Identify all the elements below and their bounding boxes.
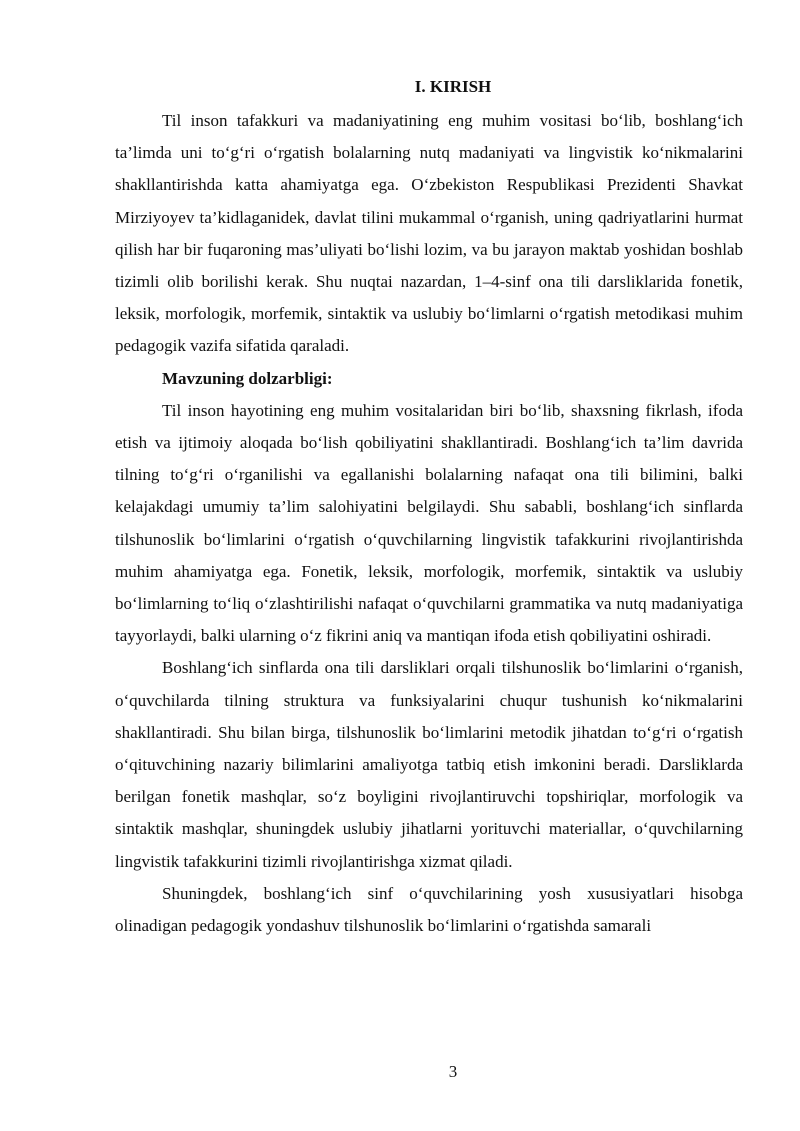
paragraph-relevance: Til inson hayotining eng muhim vositalaridan biri bo‘lib, shaxsning fikrlash, ifoda etish va ijtimoiy aloqada bo‘lish qobiliyatini shakllantiradi. Boshlang‘ich ta’lim davrida tilning to‘g‘ri o‘rganilishi va egallanishi bolalarning nafaqat ona tili bilimini, balki kelajakdagi umumiy ta’lim salohiyatini belgilaydi. Shu sababli, boshlang‘ich sinflarda tilshunoslik bo‘limlarini o‘rgatish o‘quvchilarning lingvistik tafakkurini rivojlantirishda muhim ahamiyatga ega. Fonetik, leksik, morfologik, morfemik, sintaktik va uslubiy bo‘limlarning to‘liq o‘zlashtirilishi nafaqat o‘quvchilarni grammatika va nutq madaniyatiga tayyorlaydi, balki ularning o‘z fikrini aniq va mantiqan ifoda etish qobiliyatini oshiradi.	[115, 400, 743, 646]
paragraph-approach: Shuningdek, boshlang‘ich sinf o‘quvchilarining yosh xususiyatlari hisobga olinadigan pedagogik yondashuv tilshunoslik bo‘limlarini o‘rgatishda samarali	[115, 883, 743, 936]
section-heading: I. KIRISH	[414, 77, 492, 96]
paragraph-textbooks: Boshlang‘ich sinflarda ona tili darsliklari orqali tilshunoslik bo‘limlarini o‘rganish, o‘quvchilarda tilning struktura va funksiyalarini chuqur tushunish ko‘nikmalarini shakllantiradi. Shu bilan birga, tilshunoslik bo‘limlarini metodik jihatdan to‘g‘ri o‘rgatish o‘qituvchining nazariy bilimlarini amaliyotga tatbiq etish imkonini beradi. Darsliklarda berilgan fonetik mashqlar, so‘z boyligini rivojlantiruvchi topshiriqlar, morfologik va sintaktik mashqlar, shuningdek uslubiy jihatlarni yorituvchi materiallar, o‘quvchilarning lingvistik tafakkurini tizimli rivojlantirishga xizmat qiladi.	[115, 658, 743, 871]
subheading-relevance: Mavzuning dolzarbligi:	[162, 368, 333, 388]
paragraph-intro: Til inson tafakkuri va madaniyatining eng muhim vositasi bo‘lib, boshlang‘ich ta’limda uni to‘g‘ri o‘rgatish bolalarning nutq madaniyati va lingvistik ko‘nikmalarini shakllantirishda katta ahamiyatga ega. O‘zbekiston Respublikasi Prezidenti Shavkat Mirziyoyev ta’kidlaganidek, davlat tilini mukammal o‘rganish, uning qadriyatlarini hurmat qilish har bir fuqaroning mas’uliyati bo‘lishi lozim, va bu jarayon maktab yoshidan boshlab tizimli olib borilishi kerak. Shu nuqtai nazardan, 1–4-sinf ona tili darsliklarida fonetik, leksik, morfologik, morfemik, sintaktik va uslubiy bo‘limlarni o‘rgatish metodikasi muhim pedagogik vazifa sifatida qaraladi.	[115, 111, 743, 356]
page-number: 3	[448, 1062, 458, 1081]
body-text	[115, 105, 743, 942]
